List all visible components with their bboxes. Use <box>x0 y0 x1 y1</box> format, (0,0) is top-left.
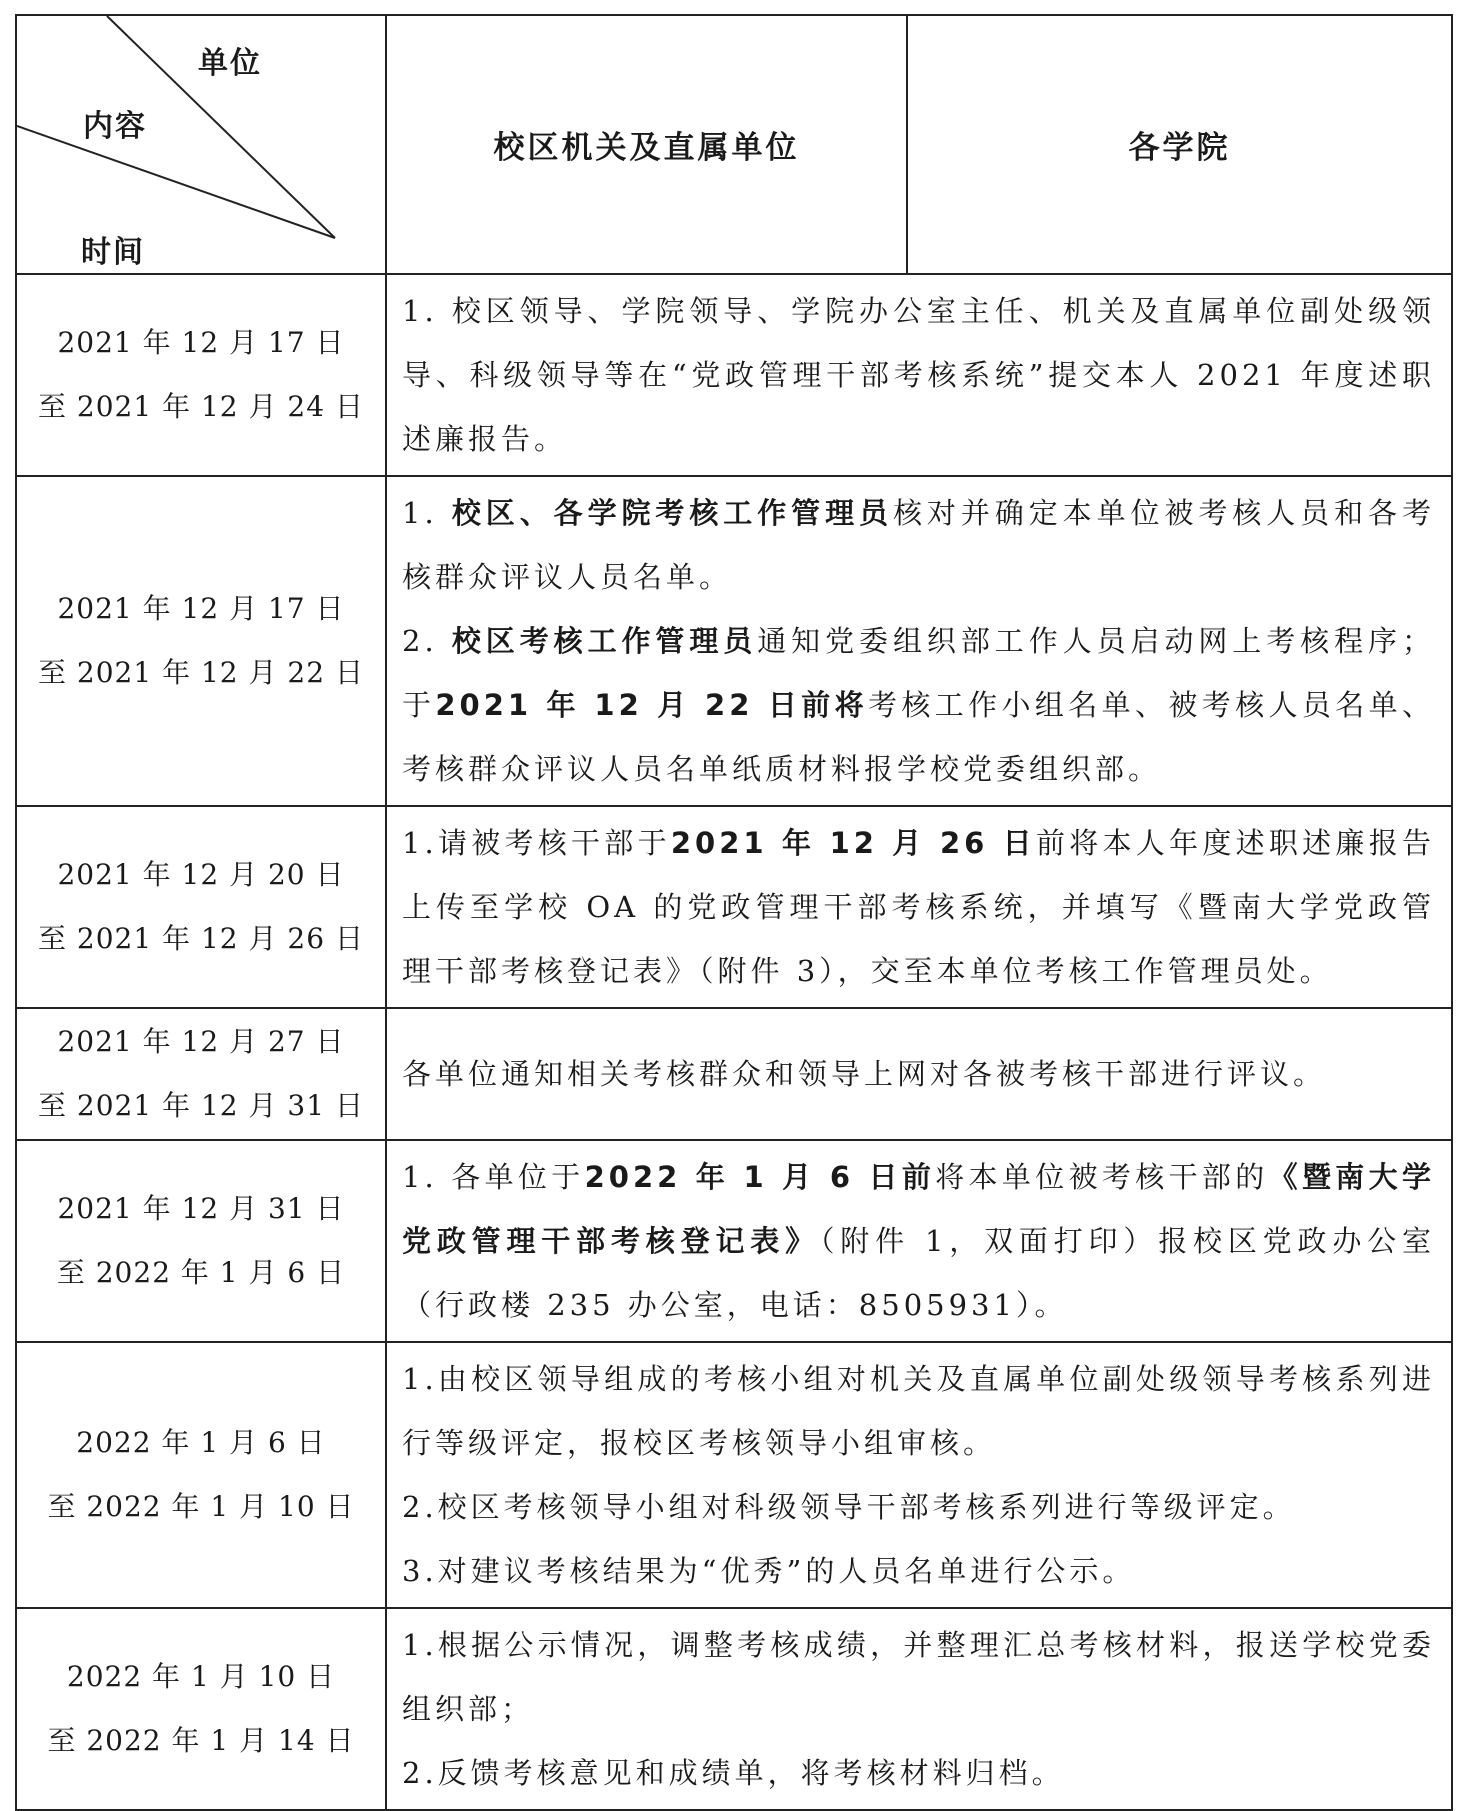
table-row <box>16 274 1452 476</box>
time-cell <box>16 476 386 806</box>
bold-form-title: 《暨南大学党政管理干部考核登记表》 <box>402 1160 1435 1258</box>
task-paragraph-2: 2.反馈考核意见和成绩单，将考核材料归档。 <box>402 1756 1065 1790</box>
task-cell <box>386 1140 1452 1342</box>
task-paragraph-1 <box>402 481 1435 609</box>
task-cell <box>386 1608 1452 1810</box>
task-cell <box>386 1008 1452 1140</box>
task-paragraph-1: 1.由校区领导组成的考核小组对机关及直属单位副处级领导考核系列进行等级评定，报校区考核领导小组审核。 <box>402 1362 1435 1460</box>
column-header-college: 各学院 <box>907 15 1452 274</box>
table-row <box>16 1140 1452 1342</box>
task-cell <box>386 1342 1452 1608</box>
time-to: 至 2022 年 1 月 10 日 <box>47 1490 355 1523</box>
table-row <box>16 476 1452 806</box>
task-text: 1.请被考核干部于 <box>402 826 671 860</box>
time-from: 2021 年 12 月 17 日 <box>57 592 345 625</box>
bold-role: 校区考核工作管理员 <box>451 624 758 658</box>
diag-label-content: 内容 <box>83 109 147 144</box>
task-text: 考核工作小组名单、被考核人员名单、考核群众评议人员名单纸质材料报学校党委组织部。 <box>402 688 1435 786</box>
time-cell <box>16 1608 386 1810</box>
task-paragraph-2 <box>402 609 1435 801</box>
task-paragraph-1 <box>402 1145 1435 1337</box>
table-row <box>16 806 1452 1008</box>
task-paragraph-2: 2.校区考核领导小组对科级领导干部考核系列进行等级评定。 <box>402 1490 1296 1524</box>
task-cell <box>386 806 1452 1008</box>
diagonal-header-cell <box>16 15 386 274</box>
task-text: （附件 1，双面打印）报校区党政办公室（行政楼 235 办公室，电话：8505931）。 <box>402 1224 1435 1322</box>
time-to: 至 2022 年 1 月 6 日 <box>56 1256 346 1289</box>
time-cell <box>16 1008 386 1140</box>
task-text: 1. 各单位于 <box>402 1160 585 1194</box>
task-text: 通知党委组织部工作人员启动网上考核程序；于 <box>402 624 1435 722</box>
bold-deadline: 2021 年 12 月 26 日 <box>670 826 1036 860</box>
task-paragraph-1: 1.根据公示情况，调整考核成绩，并整理汇总考核材料，报送学校党委组织部； <box>402 1628 1435 1726</box>
task-text: 将本单位被考核干部的 <box>935 1160 1269 1194</box>
bold-deadline: 2022 年 1 月 6 日前 <box>584 1160 936 1194</box>
table-row <box>16 1008 1452 1140</box>
task-cell <box>386 476 1452 806</box>
time-to: 至 2021 年 12 月 22 日 <box>38 656 364 689</box>
task-paragraph-1 <box>402 811 1435 1003</box>
bold-role: 校区、各学院考核工作管理员 <box>451 496 893 530</box>
diag-label-time: 时间 <box>81 235 145 270</box>
task-text: 各单位通知相关考核群众和领导上网对各被考核干部进行评议。 <box>402 1057 1327 1091</box>
task-text: 核对并确定本单位被考核人员和各考核群众评议人员名单。 <box>402 496 1435 594</box>
task-text: 1. 校区领导、学院领导、学院办公室主任、机关及直属单位副处级领导、科级领导等在“党政管理干部考核系统”提交本人 2021 年度述职述廉报告。 <box>402 294 1435 456</box>
bold-deadline: 2021 年 12 月 22 日前将 <box>435 688 869 722</box>
task-cell <box>386 274 1452 476</box>
item-number: 1. <box>402 496 452 530</box>
task-paragraph-3: 3.对建议考核结果为“优秀”的人员名单进行公示。 <box>402 1554 1136 1588</box>
time-cell <box>16 1140 386 1342</box>
time-from: 2022 年 1 月 6 日 <box>76 1426 326 1459</box>
table-row <box>16 1342 1452 1608</box>
schedule-table <box>15 14 1453 1811</box>
time-from: 2021 年 12 月 20 日 <box>57 858 345 891</box>
task-text: 前将本人年度述职述廉报告上传至学校 OA 的党政管理干部考核系统，并填写《暨南大学党政管理干部考核登记表》（附件 3），交至本单位考核工作管理员处。 <box>402 826 1435 988</box>
header-row <box>16 15 1452 274</box>
diag-label-unit: 单位 <box>198 46 262 81</box>
time-to: 至 2022 年 1 月 14 日 <box>47 1724 355 1757</box>
time-from: 2022 年 1 月 10 日 <box>66 1660 336 1693</box>
table-row <box>16 1608 1452 1810</box>
column-header-campus: 校区机关及直属单位 <box>386 15 907 274</box>
time-from: 2021 年 12 月 17 日 <box>57 326 345 359</box>
time-from: 2021 年 12 月 31 日 <box>57 1192 345 1225</box>
item-number: 2. <box>402 624 452 658</box>
time-to: 至 2021 年 12 月 26 日 <box>38 922 364 955</box>
time-cell <box>16 1342 386 1608</box>
time-from: 2021 年 12 月 27 日 <box>57 1025 345 1058</box>
time-to: 至 2021 年 12 月 24 日 <box>38 390 364 423</box>
time-cell <box>16 806 386 1008</box>
time-cell <box>16 274 386 476</box>
time-to: 至 2021 年 12 月 31 日 <box>38 1089 364 1122</box>
